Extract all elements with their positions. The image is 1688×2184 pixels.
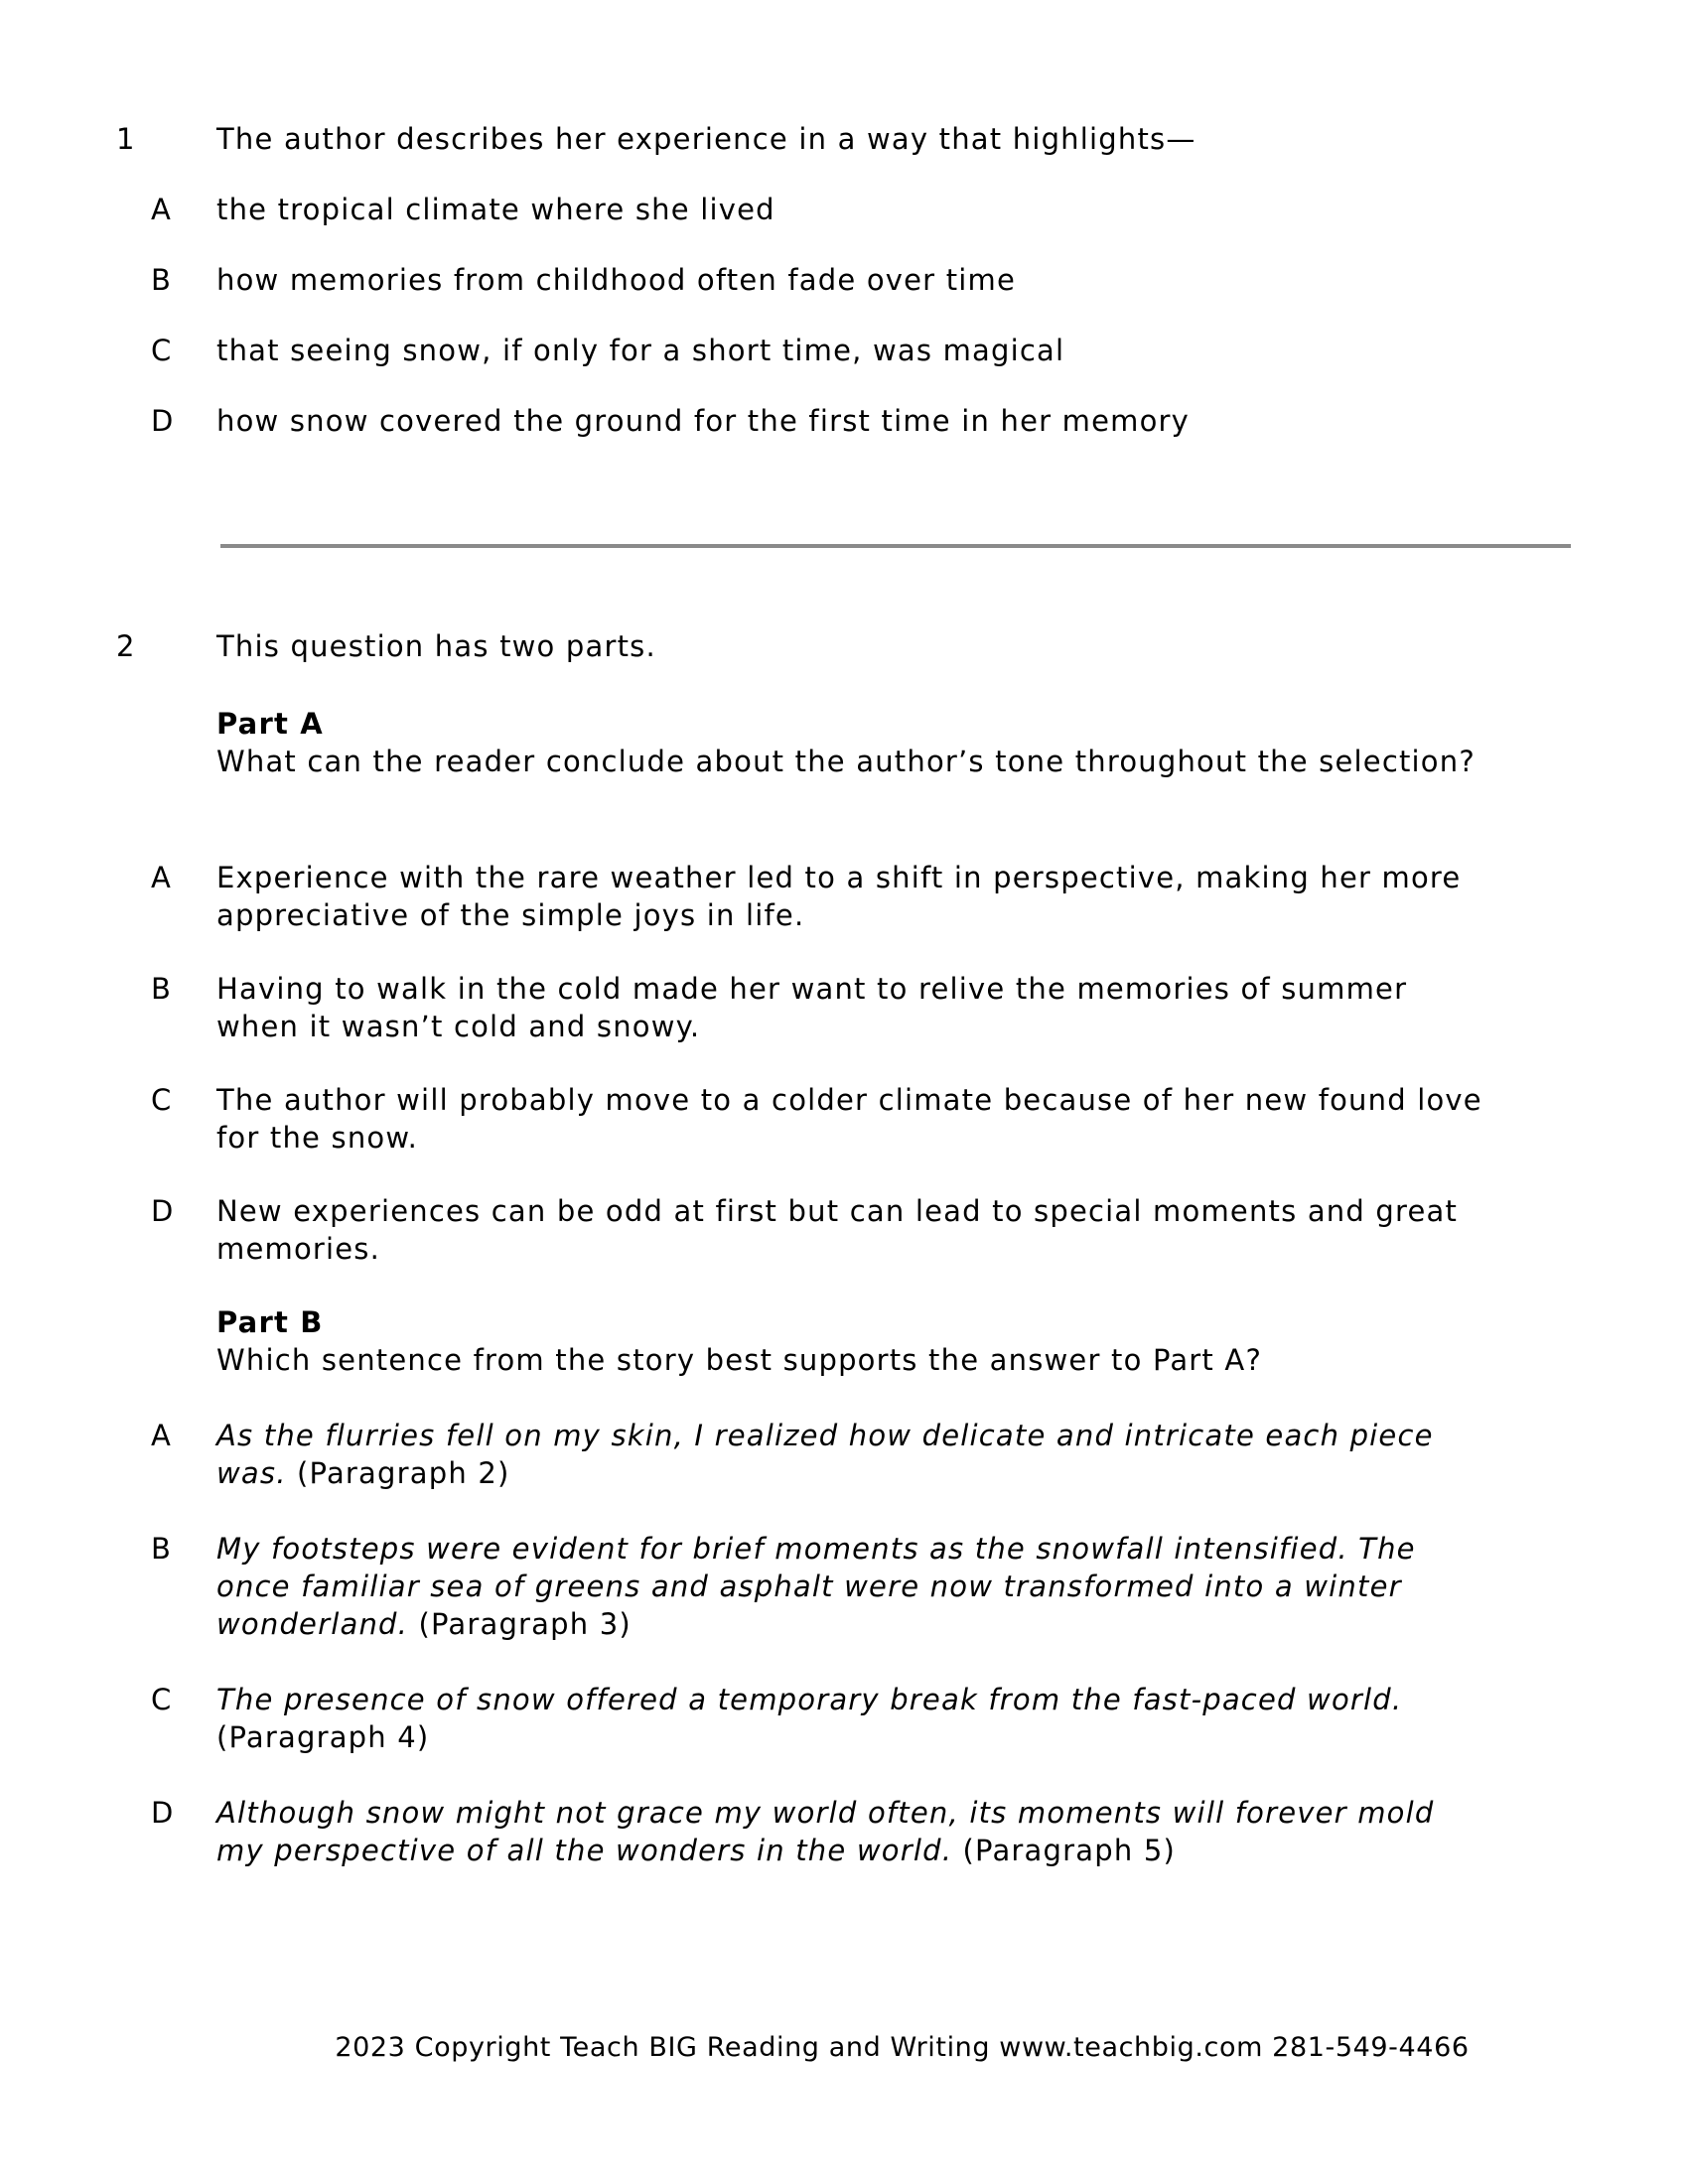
q1-option-c-letter: C [151,334,173,367]
part-a-option-c [116,1081,1688,1157]
q1-option-a-text: the tropical climate where she lived [216,193,775,226]
q1-option-d-text: how snow covered the ground for the first time in her memory [216,404,1191,438]
q1-option-c-text: that seeing snow, if only for a short time, was magical [216,334,1065,367]
part-b-heading: Part B [216,1305,324,1339]
question-1-number: 1 [116,122,136,156]
part-b-option-d-line-1 [216,1794,1688,1832]
question-2-number: 2 [116,629,136,663]
part-a-option-d-line-2: memories. [216,1232,381,1266]
part-b-option-b-quote-2: once familiar sea of greens and asphalt were now transformed into a winter [216,1570,1402,1603]
part-b-option-b-text [216,1530,1688,1643]
part-a-option-c-letter: C [151,1083,173,1117]
part-b-block [216,1303,1688,1379]
q1-option-b-text: how memories from childhood often fade over time [216,263,1017,297]
part-a-option-a-letter: A [151,861,173,894]
part-b-option-b-line-3 [216,1605,1688,1643]
part-a-option-b-line-1: Having to walk in the cold made her want to relive the memories of summer [216,972,1408,1006]
question-1 [116,120,1688,440]
part-b-option-b-letter: B [151,1532,173,1566]
question-2-row [116,627,1688,665]
part-b-option-d-letter: D [151,1796,175,1830]
part-a-option-b-letter: B [151,972,173,1006]
part-b-option-c-citation: (Paragraph 4) [216,1720,430,1754]
question-1-text: The author describes her experience in a way that highlights— [216,122,1196,156]
part-a-option-d-text [216,1192,1688,1268]
part-b-option-a-text [216,1417,1688,1492]
part-a-option-d-line-1: New experiences can be odd at first but can lead to special moments and great [216,1194,1459,1228]
part-a-option-a [116,859,1688,934]
part-a-option-d [116,1192,1688,1268]
q1-option-a-letter: A [151,193,173,226]
part-b-option-a [116,1417,1688,1492]
part-b-option-a-citation: (Paragraph 2) [286,1456,510,1490]
part-b-option-c [116,1681,1688,1756]
q1-option-a [116,191,1688,228]
part-b-option-b-line-1 [216,1530,1688,1568]
part-b-option-a-quote-2: was. [216,1456,287,1490]
part-b-option-c-line-1 [216,1681,1688,1718]
part-b-option-d-line-2 [216,1832,1688,1869]
question-1-row [116,120,1688,158]
part-b-option-b-line-2 [216,1568,1688,1605]
part-b-option-b [116,1530,1688,1643]
question-2-intro: This question has two parts. [216,629,656,663]
part-a-option-a-text [216,859,1688,934]
question-2 [116,627,1688,1869]
part-a-option-a-line-1: Experience with the rare weather led to a shift in perspective, making her more [216,861,1462,894]
part-b-option-c-line-2 [216,1718,1688,1756]
q1-option-b [116,261,1688,299]
part-b-option-b-quote-3: wonderland. [216,1607,409,1641]
part-a-block [216,705,1688,780]
part-b-option-a-line-2 [216,1454,1688,1492]
part-b-option-c-text [216,1681,1688,1756]
part-b-option-c-quote-1: The presence of snow offered a temporary break from the fast-paced world. [216,1683,1403,1716]
part-a-option-c-line-1: The author will probably move to a colder climate because of her new found love [216,1083,1482,1117]
q1-option-c [116,332,1688,369]
q1-option-d [116,402,1688,440]
part-a-option-d-letter: D [151,1194,175,1228]
part-a-option-a-line-2: appreciative of the simple joys in life. [216,898,805,932]
part-a-question: What can the reader conclude about the author’s tone throughout the selection? [216,745,1476,778]
part-a-option-b-line-2: when it wasn’t cold and snowy. [216,1010,701,1043]
part-b-option-d-quote-2: my perspective of all the wonders in the world. [216,1834,953,1867]
part-b-option-d-text [216,1794,1688,1869]
part-a-heading: Part A [216,707,324,741]
part-b-option-b-quote-1: My footsteps were evident for brief moments as the snowfall intensified. The [216,1532,1416,1566]
part-a-option-b [116,970,1688,1045]
footer-copyright: 2023 Copyright Teach BIG Reading and Writing www.teachbig.com 281-549-4466 [335,2032,1470,2063]
part-b-option-c-letter: C [151,1683,173,1716]
part-b-option-a-line-1 [216,1417,1688,1454]
part-a-option-c-text [216,1081,1688,1157]
part-b-option-d-citation: (Paragraph 5) [952,1834,1176,1867]
part-b-option-a-quote-1: As the flurries fell on my skin, I realized how delicate and intricate each piece [216,1419,1434,1452]
part-b-option-d [116,1794,1688,1869]
section-divider [220,544,1571,548]
part-a-option-b-text [216,970,1688,1045]
part-b-question: Which sentence from the story best supports the answer to Part A? [216,1343,1263,1377]
part-b-option-d-quote-1: Although snow might not grace my world often, its moments will forever mold [216,1796,1435,1830]
q1-option-b-letter: B [151,263,173,297]
part-a-option-c-line-2: for the snow. [216,1121,419,1155]
part-b-option-b-citation: (Paragraph 3) [408,1607,632,1641]
q1-option-d-letter: D [151,404,175,438]
part-b-option-a-letter: A [151,1419,173,1452]
